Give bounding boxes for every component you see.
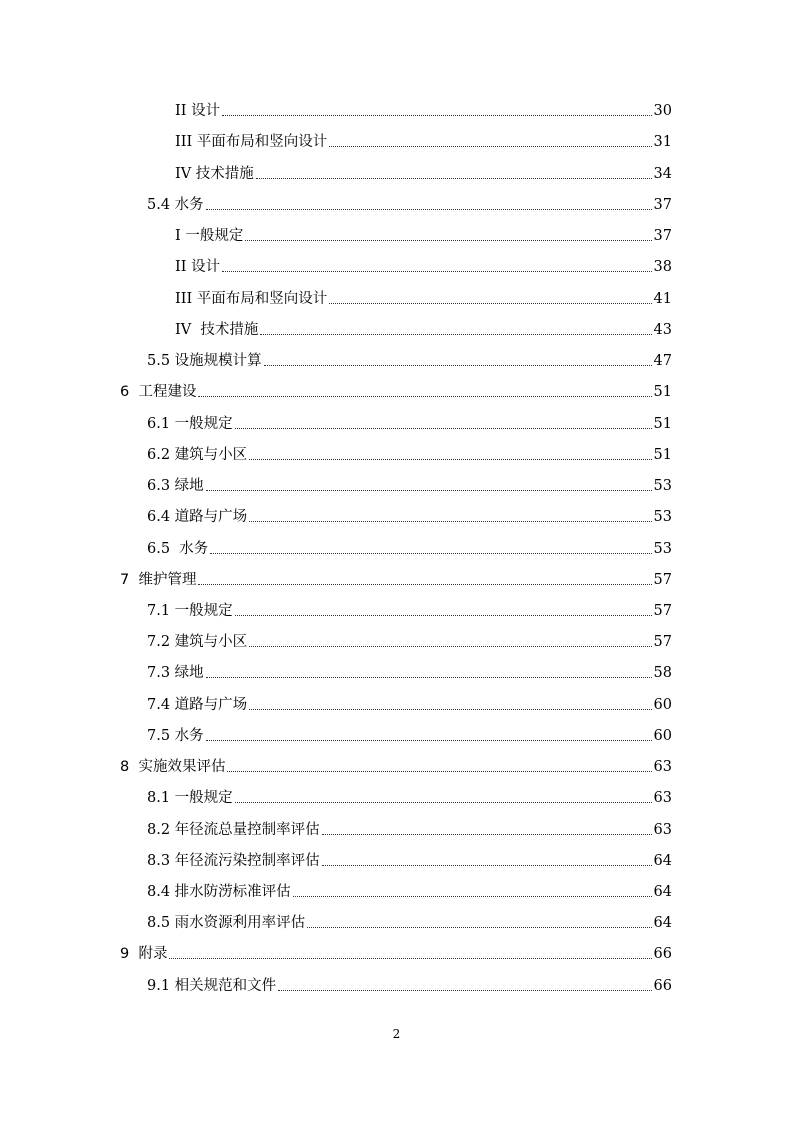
toc-entry	[147, 504, 672, 526]
toc-label: 8.2 年径流总量控制率评估	[147, 822, 320, 838]
toc-entry	[120, 379, 672, 401]
toc-page: 43	[653, 322, 672, 338]
toc-page: 41	[653, 291, 672, 307]
toc-page: 53	[653, 478, 672, 494]
leader-dots	[249, 458, 651, 460]
toc-label: 8 实施效果评估	[120, 759, 226, 775]
leader-dots	[222, 114, 651, 116]
leader-dots	[264, 364, 652, 366]
toc-page: 57	[653, 572, 672, 588]
toc-label: 7.5 水务	[147, 728, 204, 744]
toc-entry	[147, 879, 672, 901]
toc-entry	[147, 473, 672, 495]
toc-label: 8.5 雨水资源利用率评估	[147, 915, 306, 931]
leader-dots	[278, 989, 651, 991]
toc-label: 6.5 水务	[147, 541, 209, 557]
toc-page: 60	[653, 697, 672, 713]
toc-page: 53	[653, 509, 672, 525]
leader-dots	[260, 333, 651, 335]
leader-dots	[206, 208, 652, 210]
toc-label: 6.2 建筑与小区	[147, 447, 248, 463]
toc-label: 8.4 排水防涝标准评估	[147, 884, 291, 900]
toc-label: III 平面布局和竖向设计	[175, 134, 328, 150]
leader-dots	[227, 770, 651, 772]
leader-dots	[169, 957, 651, 959]
leader-dots	[206, 489, 652, 491]
leader-dots	[249, 645, 651, 647]
toc-page: 51	[653, 447, 672, 463]
toc-entry	[147, 817, 672, 839]
toc-page: 34	[653, 166, 672, 182]
toc-label: 7.4 道路与广场	[147, 697, 248, 713]
toc-entry	[147, 629, 672, 651]
toc-label: IV 技术措施	[175, 322, 259, 338]
toc-entry	[147, 910, 672, 932]
toc-label: I 一般规定	[175, 228, 244, 244]
toc-page: 63	[653, 790, 672, 806]
toc-page: 57	[653, 634, 672, 650]
leader-dots	[245, 239, 651, 241]
toc-label: 7.1 一般规定	[147, 603, 233, 619]
toc-entry	[175, 223, 672, 245]
toc-label: 9.1 相关规范和文件	[147, 978, 277, 994]
toc-label: IV 技术措施	[175, 166, 254, 182]
toc-entry	[147, 660, 672, 682]
toc-page: 64	[653, 853, 672, 869]
toc-label: 6.4 道路与广场	[147, 509, 248, 525]
toc-page: 37	[653, 197, 672, 213]
toc-entry	[120, 567, 672, 589]
toc-page: 51	[653, 384, 672, 400]
toc-page: 30	[653, 103, 672, 119]
toc-entry	[147, 536, 672, 558]
leader-dots	[307, 926, 651, 928]
toc-entry	[175, 98, 672, 120]
toc-page: 47	[653, 353, 672, 369]
toc-entry	[147, 348, 672, 370]
toc-label: 7 维护管理	[120, 572, 197, 588]
toc-label: 8.3 年径流污染控制率评估	[147, 853, 320, 869]
toc-page: 63	[653, 759, 672, 775]
toc-entry	[175, 254, 672, 276]
toc-label: 6.1 一般规定	[147, 416, 233, 432]
toc-entry	[120, 754, 672, 776]
toc-entry	[147, 192, 672, 214]
toc-entry	[175, 161, 672, 183]
toc-page: 31	[653, 134, 672, 150]
toc-label: III 平面布局和竖向设计	[175, 291, 328, 307]
toc-label: 6.3 绿地	[147, 478, 204, 494]
toc-page: 51	[653, 416, 672, 432]
toc-page: 37	[653, 228, 672, 244]
leader-dots	[322, 833, 652, 835]
leader-dots	[256, 177, 652, 179]
leader-dots	[293, 895, 652, 897]
toc-page: 60	[653, 728, 672, 744]
leader-dots	[235, 801, 652, 803]
toc-label: II 设计	[175, 259, 221, 275]
toc-page: 66	[653, 946, 672, 962]
toc-page: 58	[653, 665, 672, 681]
toc-entry	[175, 286, 672, 308]
leader-dots	[222, 270, 651, 272]
toc-label: 7.3 绿地	[147, 665, 204, 681]
leader-dots	[329, 302, 651, 304]
toc-page: 57	[653, 603, 672, 619]
toc-entry	[147, 692, 672, 714]
toc-entry	[175, 317, 672, 339]
toc-page: 53	[653, 541, 672, 557]
toc-label: 8.1 一般规定	[147, 790, 233, 806]
leader-dots	[329, 145, 651, 147]
toc-label: 6 工程建设	[120, 384, 197, 400]
toc-label: 5.5 设施规模计算	[147, 353, 262, 369]
leader-dots	[249, 520, 651, 522]
toc-entry	[120, 941, 672, 963]
leader-dots	[198, 395, 651, 397]
toc-entry	[175, 129, 672, 151]
toc-entry	[147, 848, 672, 870]
toc-entry	[147, 973, 672, 995]
toc-page: 38	[653, 259, 672, 275]
toc-label: 7.2 建筑与小区	[147, 634, 248, 650]
leader-dots	[210, 552, 651, 554]
toc-page: 64	[653, 884, 672, 900]
toc-entry	[147, 723, 672, 745]
toc-label: 9 附录	[120, 946, 168, 962]
page-number: 2	[392, 1027, 401, 1041]
leader-dots	[206, 739, 652, 741]
toc-entry	[147, 442, 672, 464]
toc-label: 5.4 水务	[147, 197, 204, 213]
toc-entry	[147, 598, 672, 620]
toc-entry	[147, 411, 672, 433]
leader-dots	[322, 864, 652, 866]
toc-entry	[147, 785, 672, 807]
leader-dots	[198, 583, 651, 585]
leader-dots	[235, 614, 652, 616]
leader-dots	[206, 676, 652, 678]
toc-page: 64	[653, 915, 672, 931]
leader-dots	[249, 708, 651, 710]
toc-page: 63	[653, 822, 672, 838]
toc-page: 66	[653, 978, 672, 994]
toc-label: II 设计	[175, 103, 221, 119]
leader-dots	[235, 427, 652, 429]
